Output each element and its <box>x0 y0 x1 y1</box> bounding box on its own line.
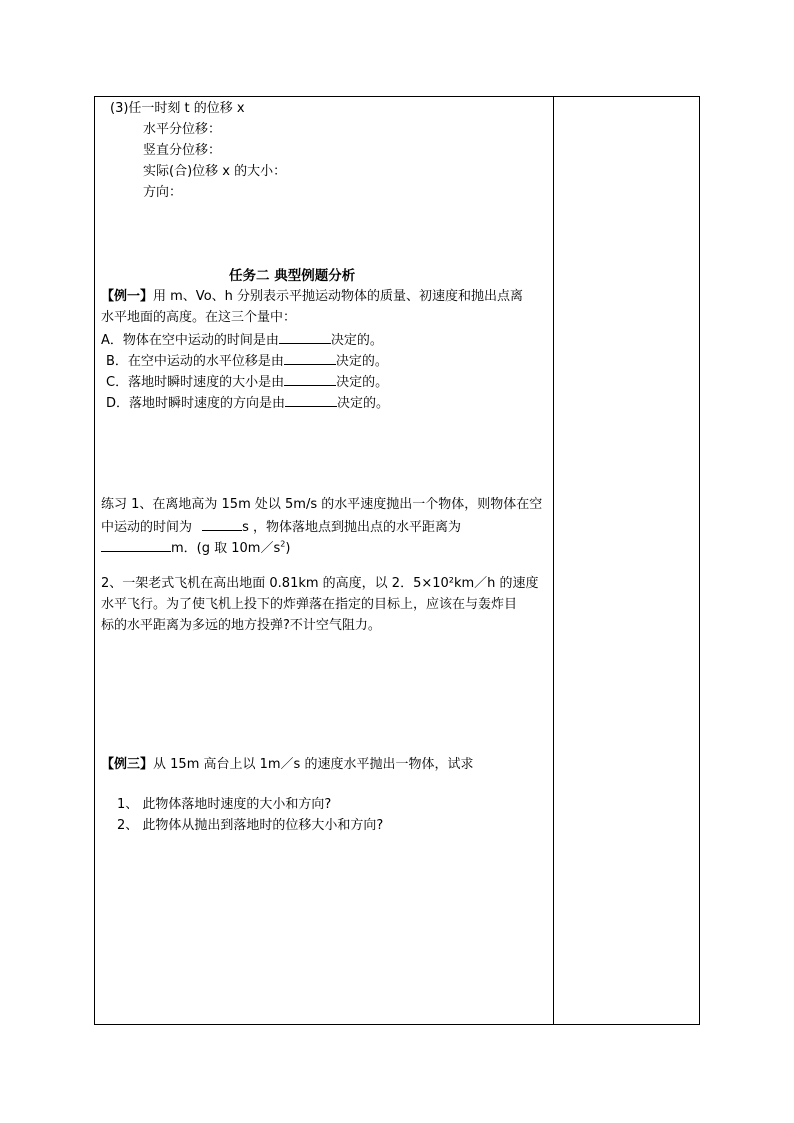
option-a-text: A．物体在空中运动的时间是由 <box>101 333 279 348</box>
option-d-suffix: 决定的。 <box>337 396 390 411</box>
example3-stem <box>101 757 473 773</box>
example1-stem-line1 <box>101 289 523 305</box>
example1-option-c <box>106 373 388 391</box>
option-a-suffix: 决定的。 <box>330 333 383 348</box>
example1-stem-text: 用 m、Vo、h 分别表示平抛运动物体的质量、初速度和抛出点离 <box>153 289 524 304</box>
part3-actual-displacement: 实际(合)位移 x 的大小： <box>143 164 287 179</box>
option-a-blank <box>279 331 331 344</box>
option-b-blank <box>284 352 336 365</box>
example1-option-b <box>106 352 388 370</box>
practice2-line2: 水平飞行。为了使飞机上投下的炸弹落在指定的目标上，应该在与轰炸目 <box>101 597 518 612</box>
example1-label: 【例一】 <box>101 289 154 304</box>
option-c-suffix: 决定的。 <box>336 375 389 390</box>
practice1-line2 <box>101 518 461 536</box>
example3-label: 【例三】 <box>101 757 154 772</box>
example3-stem-text: 从 15m 高台上以 1m／s 的速度水平抛出一物体，试求 <box>153 757 474 772</box>
task2-heading: 任务二 典型例题分析 <box>229 268 356 284</box>
option-c-blank <box>284 373 336 386</box>
practice1-line2-suffix: s ，物体落地点到抛出点的水平距离为 <box>242 520 462 535</box>
example3-question2: 2、 此物体从抛出到落地时的位移大小和方向? <box>117 818 384 833</box>
practice1-time-blank <box>202 518 242 531</box>
practice2-line3: 标的水平距离为多远的地方投弹?不计空气阻力。 <box>101 618 381 633</box>
option-b-text: B．在空中运动的水平位移是由 <box>106 354 284 369</box>
practice1-line1: 练习 1、在离地高为 15m 处以 5m/s 的水平速度抛出一个物体，则物体在空 <box>101 497 543 512</box>
practice1-line3 <box>101 539 290 557</box>
option-b-suffix: 决定的。 <box>335 354 388 369</box>
part3-direction: 方向： <box>143 185 183 200</box>
notes-column-divider <box>553 96 554 1025</box>
part3-horizontal-displacement: 水平分位移： <box>143 122 222 137</box>
example1-stem-line2: 水平地面的高度。在这三个量中： <box>101 310 297 325</box>
part3-vertical-displacement: 竖直分位移： <box>143 143 222 158</box>
example1-option-a <box>101 331 383 349</box>
option-c-text: C．落地时瞬时速度的大小是由 <box>106 375 285 390</box>
example1-option-d <box>106 394 389 412</box>
worksheet-table <box>94 96 700 1025</box>
practice1-line3-end: ) <box>285 541 291 556</box>
option-d-text: D．落地时瞬时速度的方向是由 <box>106 396 286 411</box>
part3-title: (3)任一时刻 t 的位移 x <box>110 101 245 116</box>
practice1-line3-text: m．(g 取 10m／s <box>171 541 281 556</box>
practice1-exponent: 2 <box>280 539 286 549</box>
practice1-line2-text: 中运动的时间为 <box>101 520 197 535</box>
option-d-blank <box>285 394 337 407</box>
example3-question1: 1、 此物体落地时速度的大小和方向? <box>117 797 332 812</box>
practice1-distance-blank <box>101 539 171 552</box>
practice2-line1: 2、一架老式飞机在高出地面 0.81km 的高度，以 2．5×10²km／h 的速度 <box>101 576 539 591</box>
